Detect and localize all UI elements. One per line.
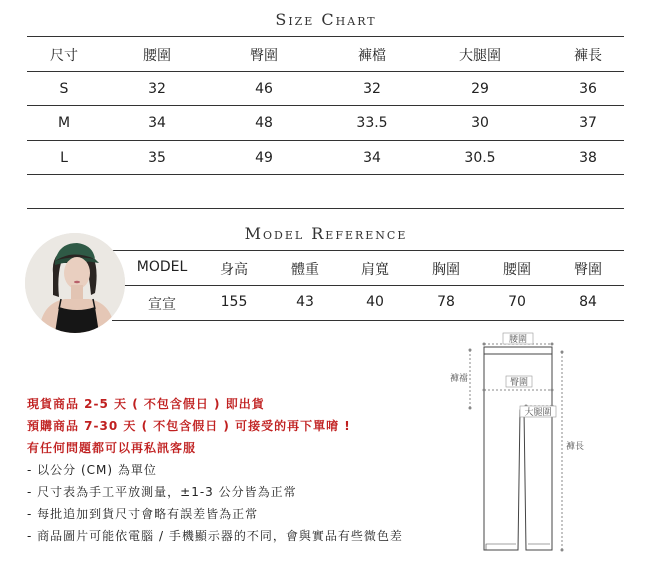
length-label: 褲長 <box>566 442 585 452</box>
model-header-cell: 腰圍 <box>503 262 531 278</box>
size-chart-cell: 34 <box>363 150 381 166</box>
size-chart-header-cell: 褲長 <box>574 48 602 64</box>
rise-measure <box>450 349 472 410</box>
model-header-cell: 胸圍 <box>432 262 460 278</box>
size-chart-cell: 32 <box>363 81 381 97</box>
model-cell: 70 <box>508 294 526 310</box>
size-chart-cell: S <box>59 81 69 97</box>
size-chart-header-cell: 褲檔 <box>358 48 386 64</box>
size-chart-cell: 33.5 <box>356 115 388 131</box>
model-cell: 155 <box>220 294 248 310</box>
size-chart-top-rule <box>27 36 624 37</box>
model-header-cell: 臀圍 <box>574 262 602 278</box>
model-cell: 78 <box>437 294 455 310</box>
model-photo <box>25 233 125 333</box>
size-chart-header-cell: 大腿圍 <box>459 48 501 64</box>
thigh-measure <box>520 405 556 419</box>
size-chart-cell: 37 <box>579 115 597 131</box>
size-chart-cell: 30 <box>471 115 489 131</box>
model-cell: 40 <box>366 294 384 310</box>
hip-label: 臀圍 <box>509 378 529 388</box>
size-chart-row-rule <box>27 105 624 106</box>
note-red: 現貨商品 2-5 天 ( 不包含假日 ) 即出貨 <box>27 397 265 411</box>
thigh-label: 大腿圍 <box>524 408 552 418</box>
size-chart-cell: 30.5 <box>464 150 496 166</box>
note-item: - 以公分 (CM) 為單位 <box>27 463 157 477</box>
size-chart-header-cell: 尺寸 <box>50 48 78 64</box>
pants-diagram <box>440 330 600 555</box>
model-header-cell: 體重 <box>291 262 319 278</box>
size-chart-header-cell: 臀圍 <box>250 48 278 64</box>
model-photo-image <box>25 233 125 333</box>
size-chart-cell: M <box>57 115 71 131</box>
size-chart-header-rule <box>27 71 624 72</box>
size-chart-cell: 36 <box>579 81 597 97</box>
size-chart-bottom-rule <box>27 174 624 175</box>
model-cell: 84 <box>579 294 597 310</box>
size-chart-cell: 29 <box>471 81 489 97</box>
note-red: 有任何問題都可以再私訊客服 <box>27 441 197 455</box>
size-chart-cell: 48 <box>255 115 273 131</box>
note-item: - 每批追加到貨尺寸會略有誤差皆為正常 <box>27 507 259 521</box>
model-section-top-rule <box>27 208 624 209</box>
rise-label: 褲襠 <box>450 374 469 384</box>
model-reference-title: Model Reference <box>244 224 408 243</box>
waist-label: 腰圍 <box>508 335 528 345</box>
model-header-rule <box>112 285 624 286</box>
note-red: 預購商品 7-30 天 ( 不包含假日 ) 可接受的再下單唷 ! <box>27 419 351 433</box>
size-chart-cell: 34 <box>148 115 166 131</box>
size-chart-title: Size Chart <box>275 10 377 29</box>
model-header-cell: 肩寬 <box>361 262 389 278</box>
waist-measure <box>483 333 554 346</box>
length-measure <box>561 351 585 552</box>
note-item: - 尺寸表為手工平放測量，±1-3 公分皆為正常 <box>27 485 297 499</box>
model-header-cell: MODEL <box>136 259 188 275</box>
size-chart-cell: 38 <box>579 150 597 166</box>
size-chart-cell: 35 <box>148 150 166 166</box>
size-chart-cell: L <box>60 150 68 166</box>
hip-measure <box>483 376 554 392</box>
model-bottom-rule <box>112 320 624 321</box>
note-item: - 商品圖片可能依電腦 / 手機顯示器的不同，會與實品有些微色差 <box>27 529 403 543</box>
model-header-top-rule <box>112 250 624 251</box>
size-chart-cell: 32 <box>148 81 166 97</box>
size-chart-cell: 46 <box>255 81 273 97</box>
size-chart-cell: 49 <box>255 150 273 166</box>
size-chart-header-cell: 腰圍 <box>143 48 171 64</box>
model-cell: 宣宣 <box>148 297 176 313</box>
model-header-cell: 身高 <box>220 262 248 278</box>
model-cell: 43 <box>296 294 314 310</box>
size-chart-row-rule <box>27 140 624 141</box>
